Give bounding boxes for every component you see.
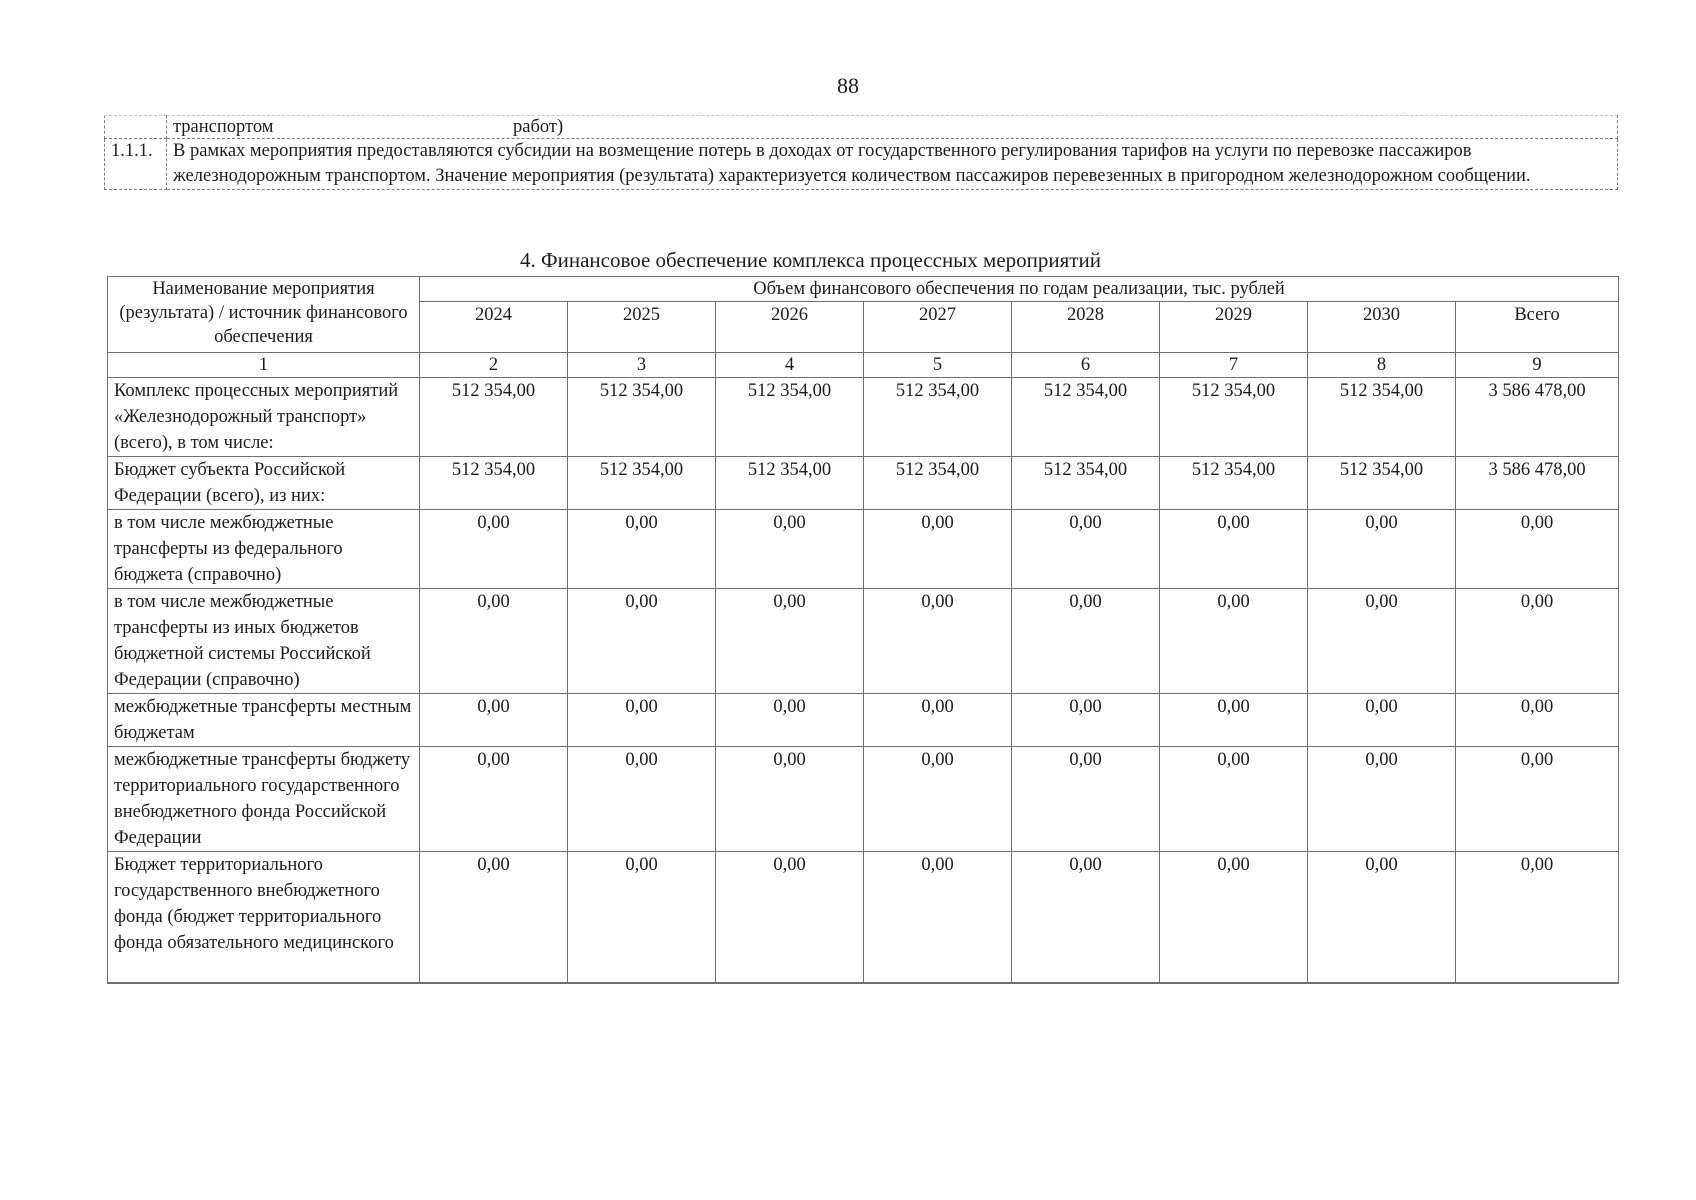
- year-header: 2028: [1012, 302, 1160, 353]
- value-cell: 0,00: [420, 589, 568, 694]
- value-cell: 512 354,00: [1160, 378, 1308, 457]
- total-cell: 0,00: [1456, 589, 1619, 694]
- section-title: 4. Финансовое обеспечение комплекса процессных мероприятий: [520, 248, 1101, 272]
- value-cell: 0,00: [568, 852, 716, 984]
- continuation-number-cell: [105, 116, 167, 139]
- continuation-text-cell: [167, 116, 1618, 139]
- value-cell: 0,00: [864, 510, 1012, 589]
- value-cell: 0,00: [420, 852, 568, 984]
- column-index: 4: [716, 353, 864, 378]
- value-cell: 512 354,00: [864, 378, 1012, 457]
- continuation-left-text: транспортом: [173, 117, 274, 137]
- value-cell: 0,00: [1308, 589, 1456, 694]
- column-index-row: [108, 353, 1619, 378]
- column-index: 8: [1308, 353, 1456, 378]
- value-cell: 0,00: [420, 747, 568, 852]
- value-cell: 512 354,00: [568, 378, 716, 457]
- value-cell: 0,00: [1012, 747, 1160, 852]
- table-row: [108, 457, 1619, 510]
- finance-table: [107, 276, 1619, 984]
- year-header: 2026: [716, 302, 864, 353]
- table-row: [108, 378, 1619, 457]
- column-index: 6: [1012, 353, 1160, 378]
- value-cell: 512 354,00: [716, 378, 864, 457]
- row-name: межбюджетные трансферты бюджету территориального государственного внебюджетного фонда Российской Федерации: [108, 747, 420, 852]
- row-name: в том числе межбюджетные трансферты из иных бюджетов бюджетной системы Российской Федерации (справочно): [108, 589, 420, 694]
- value-cell: 0,00: [1160, 510, 1308, 589]
- value-cell: 0,00: [1160, 694, 1308, 747]
- value-cell: 0,00: [864, 852, 1012, 984]
- value-cell: 0,00: [864, 747, 1012, 852]
- value-cell: 0,00: [716, 694, 864, 747]
- value-cell: 512 354,00: [1160, 457, 1308, 510]
- value-cell: 512 354,00: [1012, 378, 1160, 457]
- item-row: [105, 139, 1618, 190]
- row-name: Комплекс процессных мероприятий «Железнодорожный транспорт» (всего), в том числе:: [108, 378, 420, 457]
- total-cell: 0,00: [1456, 747, 1619, 852]
- value-cell: 0,00: [864, 589, 1012, 694]
- year-header: 2024: [420, 302, 568, 353]
- year-header: 2027: [864, 302, 1012, 353]
- value-cell: 0,00: [1160, 747, 1308, 852]
- value-cell: 512 354,00: [420, 457, 568, 510]
- value-cell: 512 354,00: [864, 457, 1012, 510]
- value-cell: 0,00: [1012, 510, 1160, 589]
- continuation-row: [105, 116, 1618, 139]
- value-cell: 0,00: [716, 747, 864, 852]
- total-header: Всего: [1456, 302, 1619, 353]
- column-index: 1: [108, 353, 420, 378]
- value-cell: 0,00: [1160, 852, 1308, 984]
- row-name: [108, 852, 420, 984]
- value-cell: 0,00: [716, 589, 864, 694]
- value-cell: 0,00: [568, 589, 716, 694]
- value-cell: 0,00: [1160, 589, 1308, 694]
- item-number: 1.1.1.: [105, 139, 167, 190]
- value-cell: 512 354,00: [568, 457, 716, 510]
- continuation-table: [104, 115, 1618, 190]
- total-cell: 0,00: [1456, 510, 1619, 589]
- value-cell: 0,00: [1012, 694, 1160, 747]
- table-row: [108, 852, 1619, 984]
- total-cell: 3 586 478,00: [1456, 378, 1619, 457]
- value-cell: 0,00: [420, 694, 568, 747]
- value-cell: 0,00: [716, 852, 864, 984]
- value-cell: 0,00: [420, 510, 568, 589]
- year-header: 2025: [568, 302, 716, 353]
- header-group-row: [108, 277, 1619, 302]
- value-cell: 0,00: [568, 694, 716, 747]
- value-cell: 512 354,00: [420, 378, 568, 457]
- column-index: 9: [1456, 353, 1619, 378]
- page-number: 88: [837, 73, 859, 98]
- year-header: 2029: [1160, 302, 1308, 353]
- item-description: В рамках мероприятия предоставляются субсидии на возмещение потерь в доходах от государственного регулирования тарифов на услуги по перевозке пассажиров железнодорожным транспортом. Значение мероприятия (результата) характеризуется количеством пассажиров перевезенных в пригородном железнодорожном сообщении.: [167, 139, 1618, 190]
- value-cell: 512 354,00: [716, 457, 864, 510]
- total-cell: 0,00: [1456, 694, 1619, 747]
- table-row: [108, 747, 1619, 852]
- continuation-right-text: работ): [513, 117, 564, 137]
- value-cell: 0,00: [1308, 510, 1456, 589]
- column-index: 5: [864, 353, 1012, 378]
- value-cell: 512 354,00: [1308, 457, 1456, 510]
- column-index: 7: [1160, 353, 1308, 378]
- funding-group-header: Объем финансового обеспечения по годам реализации, тыс. рублей: [420, 277, 1619, 302]
- table-row: [108, 694, 1619, 747]
- table-row: [108, 510, 1619, 589]
- row-name: межбюджетные трансферты местным бюджетам: [108, 694, 420, 747]
- row-name: в том числе межбюджетные трансферты из федерального бюджета (справочно): [108, 510, 420, 589]
- row-name: Бюджет субъекта Российской Федерации (всего), из них:: [108, 457, 420, 510]
- value-cell: 512 354,00: [1012, 457, 1160, 510]
- value-cell: 0,00: [864, 694, 1012, 747]
- value-cell: 0,00: [1308, 852, 1456, 984]
- value-cell: 0,00: [568, 747, 716, 852]
- table-row: [108, 589, 1619, 694]
- value-cell: 512 354,00: [1308, 378, 1456, 457]
- value-cell: 0,00: [716, 510, 864, 589]
- year-header: 2030: [1308, 302, 1456, 353]
- total-cell: 0,00: [1456, 852, 1619, 984]
- value-cell: 0,00: [568, 510, 716, 589]
- value-cell: 0,00: [1012, 852, 1160, 984]
- row-name-text: Бюджет территориального государственного внебюджетного фонда (бюджет территориального фонда обязательного медицинского: [114, 855, 394, 953]
- value-cell: 0,00: [1308, 747, 1456, 852]
- value-cell: 0,00: [1012, 589, 1160, 694]
- column-index: 3: [568, 353, 716, 378]
- column-index: 2: [420, 353, 568, 378]
- name-column-header: Наименование мероприятия (результата) / источник финансового обеспечения: [108, 277, 420, 353]
- total-cell: 3 586 478,00: [1456, 457, 1619, 510]
- value-cell: 0,00: [1308, 694, 1456, 747]
